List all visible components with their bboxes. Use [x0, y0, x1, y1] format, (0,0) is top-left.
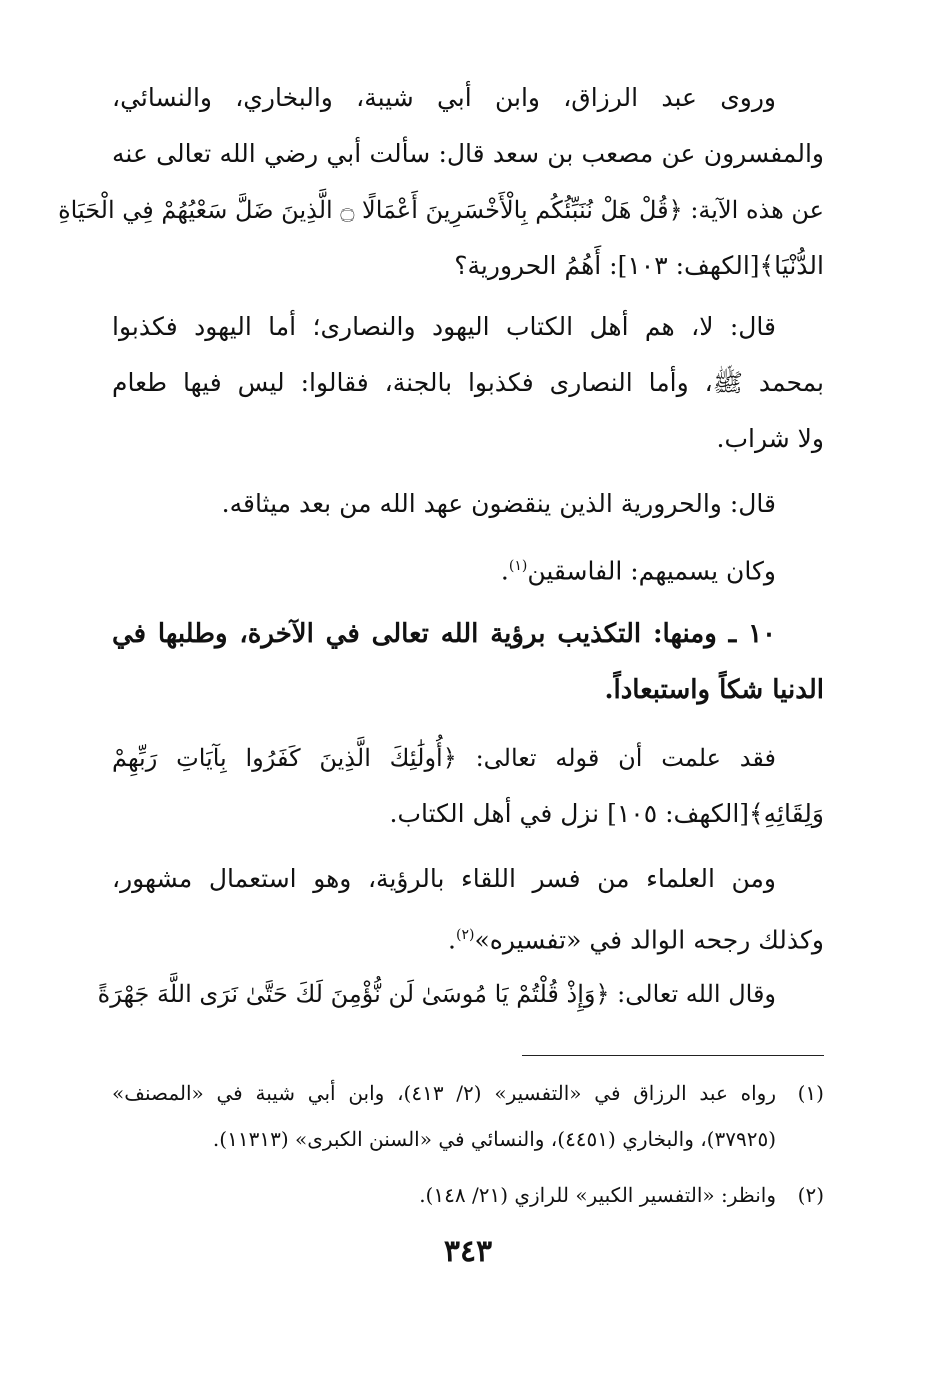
text-line-verse: وقال الله تعالى: ﴿وَإِذْ قُلْتُمْ يَا مُوسَىٰ لَن نُّؤْمِنَ لَكَ حَتَّىٰ نَرَى اللَّهَ جَهْرَةً: [97, 980, 776, 1008]
text-line: ولا شراب.: [716, 424, 824, 453]
footnote-number: (٢): [797, 1183, 824, 1207]
text-line: وروى عبد الرزاق، وابن أبي شيبة، والبخاري، والنسائي،: [112, 83, 776, 112]
footnote-2: (٢)وانظر: «التفسير الكبير» للرازي (٢١/ ١٤٨).: [112, 1178, 824, 1212]
footnote-ref-2[interactable]: (٢): [456, 927, 475, 943]
text-line: والمفسرون عن مصعب بن سعد قال: سألت أبي رضي الله تعالى عنه: [112, 139, 824, 168]
text-line: قال: لا، هم أهل الكتاب اليهود والنصارى؛ أما اليهود فكذبوا: [112, 312, 776, 341]
footnote-1-cont: (٣٧٩٢٥)، والبخاري (٤٤٥١)، والنسائي في «السنن الكبرى» (١١٣١٣).: [212, 1127, 776, 1151]
footnote-separator: [522, 1055, 824, 1056]
text-line: وَلِقَائِهِ﴾[الكهف: ١٠٥] نزل في أهل الكتاب.: [389, 799, 824, 828]
text-line: وكذلك رجحه الوالد في «تفسيره»$^{(٢)}$.: [448, 925, 824, 955]
text-line: الدُّنْيَا﴾[الكهف: ١٠٣]: أَهُمُ الحرورية؟: [454, 251, 824, 280]
text-line-verse: عن هذه الآية: ﴿قُلْ هَلْ نُنَبِّئُكُم بِالْأَخْسَرِينَ أَعْمَالًا ۝ الَّذِينَ ضَلَّ سَعْيُهُمْ فِي الْحَيَاةِ: [58, 196, 824, 224]
text-line: فقد علمت أن قوله تعالى: ﴿أُولَٰئِكَ الَّذِينَ كَفَرُوا بِآيَاتِ رَبِّهِمْ: [112, 744, 776, 772]
footnote-number: (١): [797, 1081, 824, 1105]
text-line: قال: والحرورية الذين ينقضون عهد الله من بعد ميثاقه.: [221, 489, 776, 518]
section-heading-line: الدنيا شكاً واستبعاداً.: [604, 675, 824, 705]
page-number: ٣٤٣: [443, 1234, 493, 1269]
section-heading-line: ١٠ ـ ومنها: التكذيب برؤية الله تعالى في الآخرة، وطلبها في: [112, 619, 776, 649]
footnote-1: (١)رواه عبد الرزاق في «التفسير» (٢/ ٤١٣)، وابن أبي شيبة في «المصنف»: [112, 1076, 824, 1110]
text-line: وكان يسميهم: الفاسقين$^{(١)}$.: [500, 556, 776, 586]
footnote-ref-1[interactable]: (١): [508, 558, 528, 574]
text-line: ومن العلماء من فسر اللقاء بالرؤية، وهو استعمال مشهور،: [112, 864, 776, 893]
text-line: بمحمد ﷺ، وأما النصارى فكذبوا بالجنة، فقالوا: ليس فيها طعام: [112, 368, 824, 397]
